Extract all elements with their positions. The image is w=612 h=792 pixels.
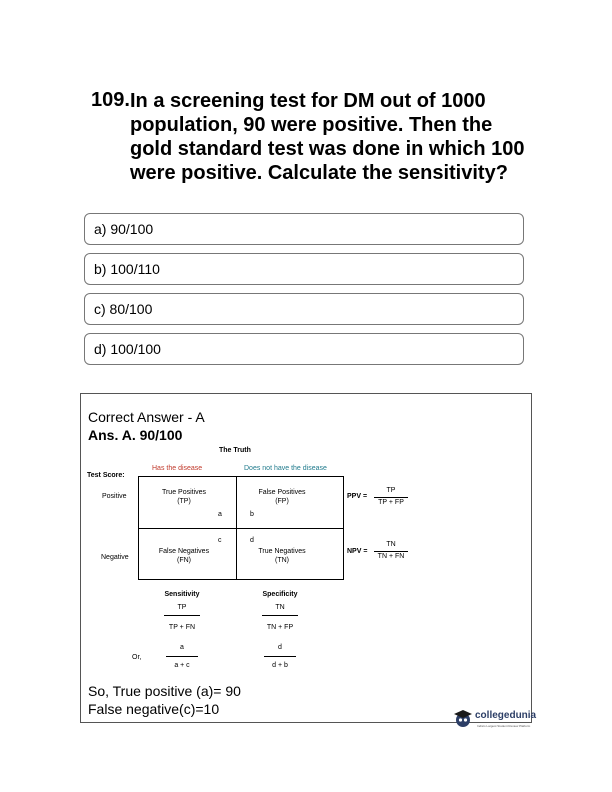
correct-answer: Correct Answer - A xyxy=(88,409,205,425)
question-text: In a screening test for DM out of 1000 population, 90 were positive. Then the gold standard test was done in which 100 were positive. Calculate the sensitivity? xyxy=(130,90,525,184)
tp-label: True Positives xyxy=(161,489,207,496)
test-score-label: Test Score: xyxy=(87,472,125,479)
positive-label: Positive xyxy=(102,493,127,500)
npv-fraction-bar xyxy=(374,551,408,552)
graduate-icon xyxy=(453,708,473,728)
logo-tagline: India's Largest Student Review Platform xyxy=(477,724,531,728)
sensitivity-label: Sensitivity xyxy=(164,591,200,598)
specificity-alt-denominator: d + b xyxy=(272,662,288,669)
logo-text: collegedunia xyxy=(475,710,537,721)
specificity-numerator: TN xyxy=(275,604,285,611)
sensitivity-alt-numerator: a xyxy=(180,644,184,651)
option-b[interactable]: b) 100/110 xyxy=(84,253,524,285)
option-c[interactable]: c) 80/100 xyxy=(84,293,524,325)
npv-denominator: TN + FN xyxy=(377,553,405,560)
sensitivity-alt-fraction-bar xyxy=(166,656,198,657)
tn-abbr: (TN) xyxy=(275,557,289,564)
specificity-alt-fraction-bar xyxy=(264,656,296,657)
fn-label: False Negatives xyxy=(158,548,210,555)
specificity-fraction-bar xyxy=(262,615,298,616)
cell-c: c xyxy=(218,537,222,544)
sensitivity-alt-denominator: a + c xyxy=(174,662,190,669)
answer-value: Ans. A. 90/100 xyxy=(88,427,183,443)
table-bottom-border xyxy=(138,579,344,580)
table-top-border xyxy=(138,476,344,477)
cell-d: d xyxy=(250,537,254,544)
explanation-line-2: False negative(c)=10 xyxy=(88,701,220,717)
sensitivity-fraction-bar xyxy=(164,615,200,616)
cell-b: b xyxy=(250,511,254,518)
option-a[interactable]: a) 90/100 xyxy=(84,213,524,245)
ppv-denominator: TP + FP xyxy=(378,499,404,506)
negative-label: Negative xyxy=(101,554,129,561)
no-disease-header: Does not have the disease xyxy=(244,465,327,472)
npv-label: NPV = xyxy=(347,548,368,555)
explanation-line-1: So, True positive (a)= 90 xyxy=(88,683,241,699)
question-number: 109. xyxy=(91,89,130,111)
table-mid-horizontal xyxy=(138,528,344,529)
cell-a: a xyxy=(218,511,222,518)
sensitivity-denominator: TP + FN xyxy=(168,624,196,631)
ppv-label: PPV = xyxy=(347,493,368,500)
fp-label: False Positives xyxy=(258,489,306,496)
or-label: Or, xyxy=(132,654,142,661)
npv-numerator: TN xyxy=(386,541,396,548)
ppv-numerator: TP xyxy=(386,487,396,494)
sensitivity-numerator: TP xyxy=(177,604,187,611)
has-disease-header: Has the disease xyxy=(152,465,203,472)
option-d[interactable]: d) 100/100 xyxy=(84,333,524,365)
fp-abbr: (FP) xyxy=(275,498,289,505)
specificity-denominator: TN + FP xyxy=(266,624,294,631)
specificity-alt-numerator: d xyxy=(278,644,282,651)
the-truth-label: The Truth xyxy=(219,447,251,454)
ppv-fraction-bar xyxy=(374,497,408,498)
tp-abbr: (TP) xyxy=(177,498,191,505)
fn-abbr: (FN) xyxy=(177,557,191,564)
specificity-label: Specificity xyxy=(262,591,298,598)
tn-label: True Negatives xyxy=(258,548,306,555)
